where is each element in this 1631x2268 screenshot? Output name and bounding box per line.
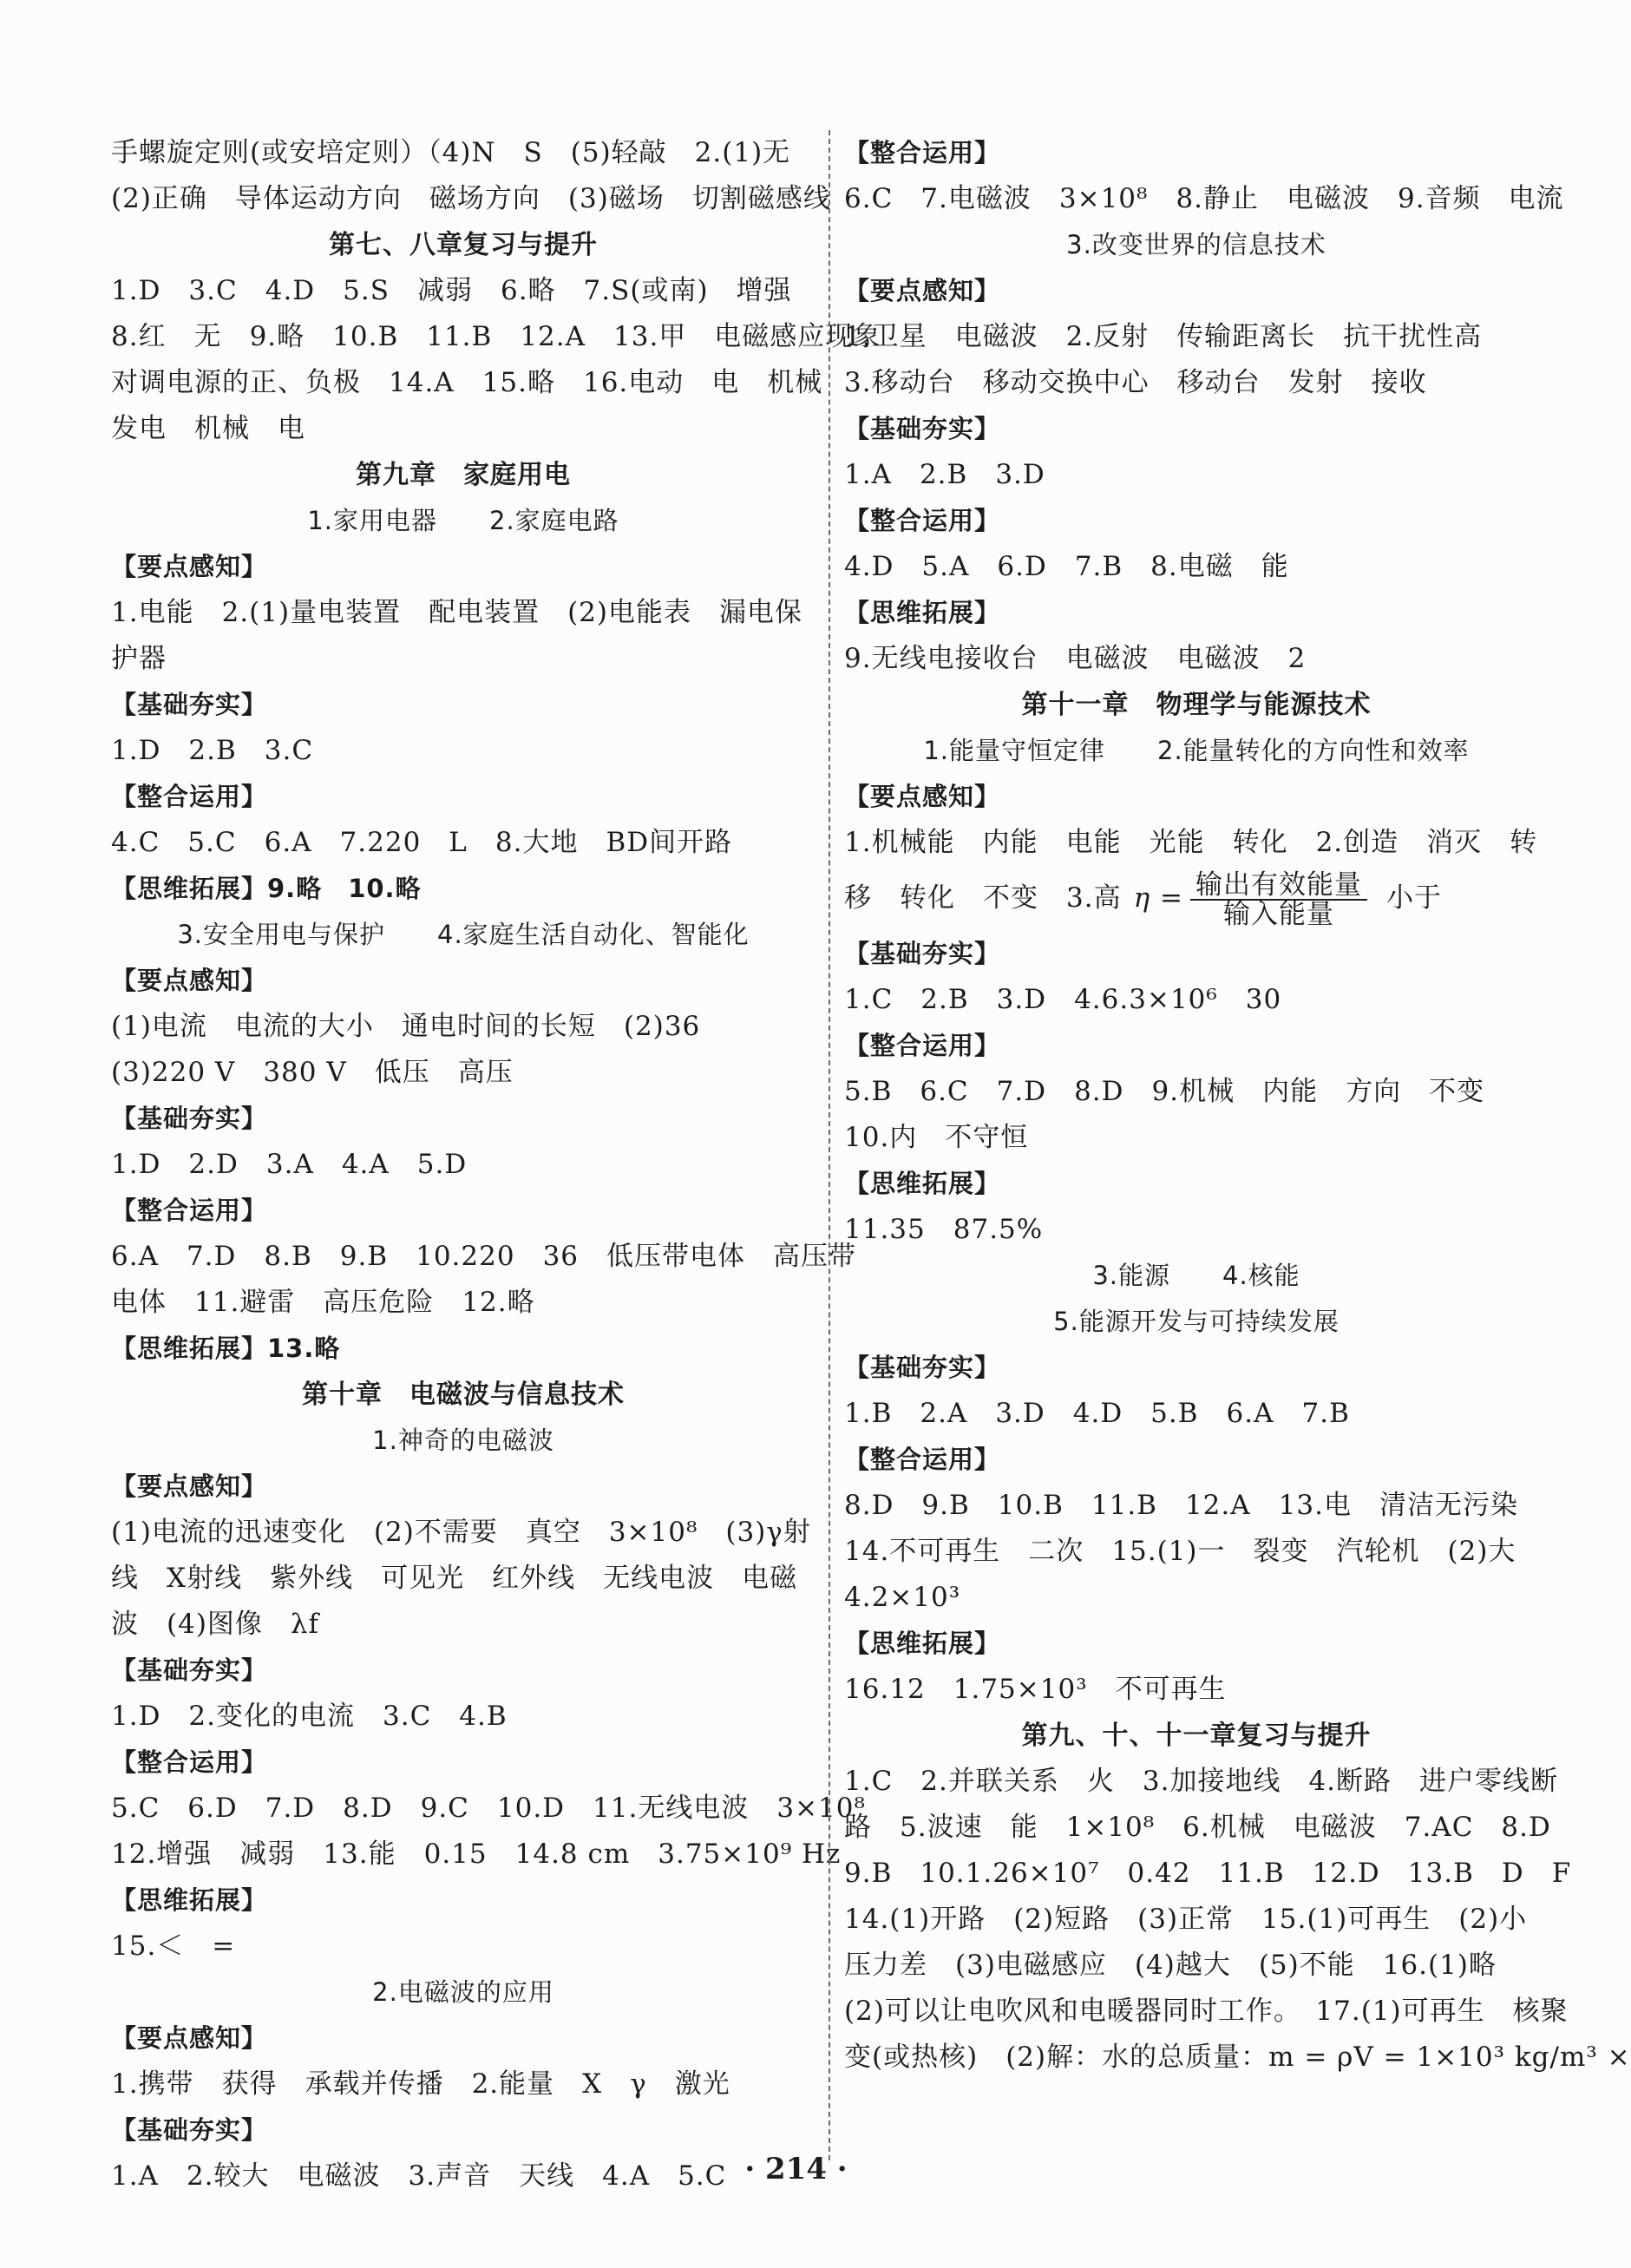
answer-line: 14.(1)开路 (2)短路 (3)正常 15.(1)可再生 (2)小 <box>844 1904 1528 1935</box>
answer-line: (1)电流 电流的大小 通电时间的长短 (2)36 <box>111 1011 701 1042</box>
section-heading: 【基础夯实】 <box>111 690 268 719</box>
answer-line: (2)正确 导体运动方向 磁场方向 (3)磁场 切割磁感线 <box>111 183 831 214</box>
formula-suffix: 小于 <box>1385 882 1442 914</box>
right-column <box>844 130 1631 2081</box>
section-heading: 【思维拓展】 <box>844 598 1001 627</box>
answer-line: 12.增强 减弱 13.能 0.15 14.8 cm 3.75×10⁹ Hz <box>111 1839 842 1870</box>
answer-line: 1.A 2.B 3.D <box>844 459 1045 490</box>
efficiency-fraction <box>1190 871 1367 928</box>
section-heading: 【思维拓展】 <box>111 1885 268 1915</box>
answer-line: 1.卫星 电磁波 2.反射 传输距离长 抗干扰性高 <box>844 321 1483 352</box>
answer-line: (2)可以让电吹风和电暖器同时工作。 17.(1)可再生 核聚 <box>844 1996 1569 2027</box>
answer-line: 1.A 2.较大 电磁波 3.声音 天线 4.A 5.C <box>111 2160 727 2192</box>
answer-line: 4.2×10³ <box>844 1582 961 1613</box>
section-title: 2.电磁波的应用 <box>372 1977 554 2007</box>
section-heading: 【基础夯实】 <box>111 1655 268 1685</box>
left-column <box>111 130 881 2199</box>
efficiency-symbol: η = <box>1133 882 1183 914</box>
answer-line: 路 5.波速 能 1×10⁸ 6.机械 电磁波 7.AC 8.D <box>844 1812 1551 1843</box>
answer-line: 1.D 3.C 4.D 5.S 减弱 6.略 7.S(或南) 增强 <box>111 275 792 306</box>
answer-line: 9.B 10.1.26×10⁷ 0.42 11.B 12.D 13.B D F <box>844 1858 1572 1889</box>
section-title: 3.安全用电与保护 4.家庭生活自动化、智能化 <box>177 920 750 949</box>
section-title: 1.能量守恒定律 2.能量转化的方向性和效率 <box>923 736 1470 765</box>
formula-prefix: 移 转化 不变 3.高 <box>844 882 1122 914</box>
answer-line: 10.内 不守恒 <box>844 1122 1029 1153</box>
answer-line: 3.移动台 移动交换中心 移动台 发射 接收 <box>844 367 1427 398</box>
answer-line: 1.B 2.A 3.D 4.D 5.B 6.A 7.B <box>844 1398 1350 1429</box>
answer-line: 发电 机械 电 <box>111 413 305 444</box>
answer-line: 9.无线电接收台 电磁波 电磁波 2 <box>844 643 1307 674</box>
answer-line: 15.＜ = <box>111 1930 236 1962</box>
answer-line: 4.D 5.A 6.D 7.B 8.电磁 能 <box>844 551 1289 582</box>
answer-line: 护器 <box>111 643 167 674</box>
section-heading: 【整合运用】 <box>111 782 268 811</box>
answer-line: 1.携带 获得 承载并传播 2.能量 X γ 激光 <box>111 2068 730 2100</box>
answer-line: 电体 11.避雷 高压危险 12.略 <box>111 1287 535 1318</box>
answer-line-formula <box>844 866 1549 931</box>
answer-line: 1.机械能 内能 电能 光能 转化 2.创造 消灭 转 <box>844 827 1538 858</box>
answer-line: 变(或热核) (2)解：水的总质量：m = ρV = 1×10³ kg/m³ × <box>844 2042 1631 2073</box>
answer-line: 5.C 6.D 7.D 8.D 9.C 10.D 11.无线电波 3×10⁸ <box>111 1793 866 1824</box>
section-heading: 【整合运用】 <box>844 1031 1001 1060</box>
section-heading: 【要点感知】 <box>844 782 1001 811</box>
section-heading: 【思维拓展】9.略 10.略 <box>111 874 422 903</box>
section-heading: 【思维拓展】 <box>844 1629 1001 1658</box>
fraction-numerator: 输出有效能量 <box>1190 871 1367 901</box>
section-heading: 【要点感知】 <box>111 966 268 995</box>
answer-line: 1.电能 2.(1)量电装置 配电装置 (2)电能表 漏电保 <box>111 597 802 628</box>
section-heading: 【要点感知】 <box>844 276 1001 305</box>
answer-line: 8.红 无 9.略 10.B 11.B 12.A 13.甲 电磁感应现象 <box>111 321 881 352</box>
section-title: 5.能源开发与可持续发展 <box>1053 1307 1340 1336</box>
answer-line: 1.C 2.并联关系 火 3.加接地线 4.断路 进户零线断 <box>844 1766 1559 1797</box>
answer-line: 1.D 2.变化的电流 3.C 4.B <box>111 1701 508 1732</box>
section-heading: 【基础夯实】 <box>844 414 1001 443</box>
answer-line: 压力差 (3)电磁感应 (4)越大 (5)不能 16.(1)略 <box>844 1950 1497 1981</box>
section-heading: 【整合运用】 <box>844 138 1001 167</box>
section-heading: 【要点感知】 <box>111 2023 268 2053</box>
answer-line: 1.D 2.B 3.C <box>111 735 314 766</box>
answer-line: (3)220 V 380 V 低压 高压 <box>111 1057 514 1088</box>
chapter-title: 第十章 电磁波与信息技术 <box>302 1380 625 1410</box>
answer-line: 11.35 87.5% <box>844 1214 1044 1245</box>
answer-line: 线 X射线 紫外线 可见光 红外线 无线电波 电磁 <box>111 1563 798 1594</box>
answer-line: 对调电源的正、负极 14.A 15.略 16.电动 电 机械 <box>111 367 823 398</box>
answer-line: 6.C 7.电磁波 3×10⁸ 8.静止 电磁波 9.音频 电流 <box>844 183 1564 214</box>
chapter-title: 第九、十、十一章复习与提升 <box>1021 1721 1372 1751</box>
section-heading: 【基础夯实】 <box>111 2115 268 2145</box>
section-heading: 【要点感知】 <box>111 552 268 581</box>
answer-line: 4.C 5.C 6.A 7.220 L 8.大地 BD间开路 <box>111 827 733 858</box>
answer-line: (1)电流的迅速变化 (2)不需要 真空 3×10⁸ (3)γ射 <box>111 1517 811 1548</box>
answer-line: 16.12 1.75×10³ 不可再生 <box>844 1674 1227 1705</box>
section-heading: 【基础夯实】 <box>111 1104 268 1133</box>
section-heading: 【整合运用】 <box>111 1196 268 1225</box>
column-divider <box>829 130 830 2160</box>
page-number: · 214 · <box>744 2152 848 2186</box>
section-title: 3.能源 4.核能 <box>1092 1261 1300 1290</box>
section-title: 1.神奇的电磁波 <box>372 1426 554 1455</box>
fraction-denominator: 输入能量 <box>1222 898 1334 930</box>
answer-line: 6.A 7.D 8.B 9.B 10.220 36 低压带电体 高压带 <box>111 1241 857 1272</box>
section-title: 1.家用电器 2.家庭电路 <box>307 506 619 535</box>
answer-line: 手螺旋定则(或安培定则）（4)N S (5)轻敲 2.(1)无 <box>111 137 791 168</box>
section-heading: 【要点感知】 <box>111 1472 268 1501</box>
answer-line: 5.B 6.C 7.D 8.D 9.机械 内能 方向 不变 <box>844 1076 1485 1107</box>
chapter-title: 第十一章 物理学与能源技术 <box>1021 690 1372 720</box>
section-heading: 【基础夯实】 <box>844 939 1001 968</box>
chapter-title: 第九章 家庭用电 <box>356 460 571 490</box>
chapter-title: 第七、八章复习与提升 <box>329 230 598 260</box>
answer-line: 波 (4)图像 λf <box>111 1609 320 1640</box>
section-heading: 【整合运用】 <box>844 1445 1001 1474</box>
answer-line: 8.D 9.B 10.B 11.B 12.A 13.电 清洁无污染 <box>844 1490 1518 1521</box>
section-heading: 【整合运用】 <box>844 506 1001 535</box>
answer-line: 1.D 2.D 3.A 4.A 5.D <box>111 1149 468 1180</box>
section-heading: 【思维拓展】13.略 <box>111 1334 341 1363</box>
section-heading: 【整合运用】 <box>111 1747 268 1777</box>
section-title: 3.改变世界的信息技术 <box>1066 230 1326 259</box>
answer-line: 14.不可再生 二次 15.(1)一 裂变 汽轮机 (2)大 <box>844 1536 1516 1567</box>
section-heading: 【基础夯实】 <box>844 1353 1001 1382</box>
answer-line: 1.C 2.B 3.D 4.6.3×10⁶ 30 <box>844 984 1282 1015</box>
section-heading: 【思维拓展】 <box>844 1169 1001 1198</box>
